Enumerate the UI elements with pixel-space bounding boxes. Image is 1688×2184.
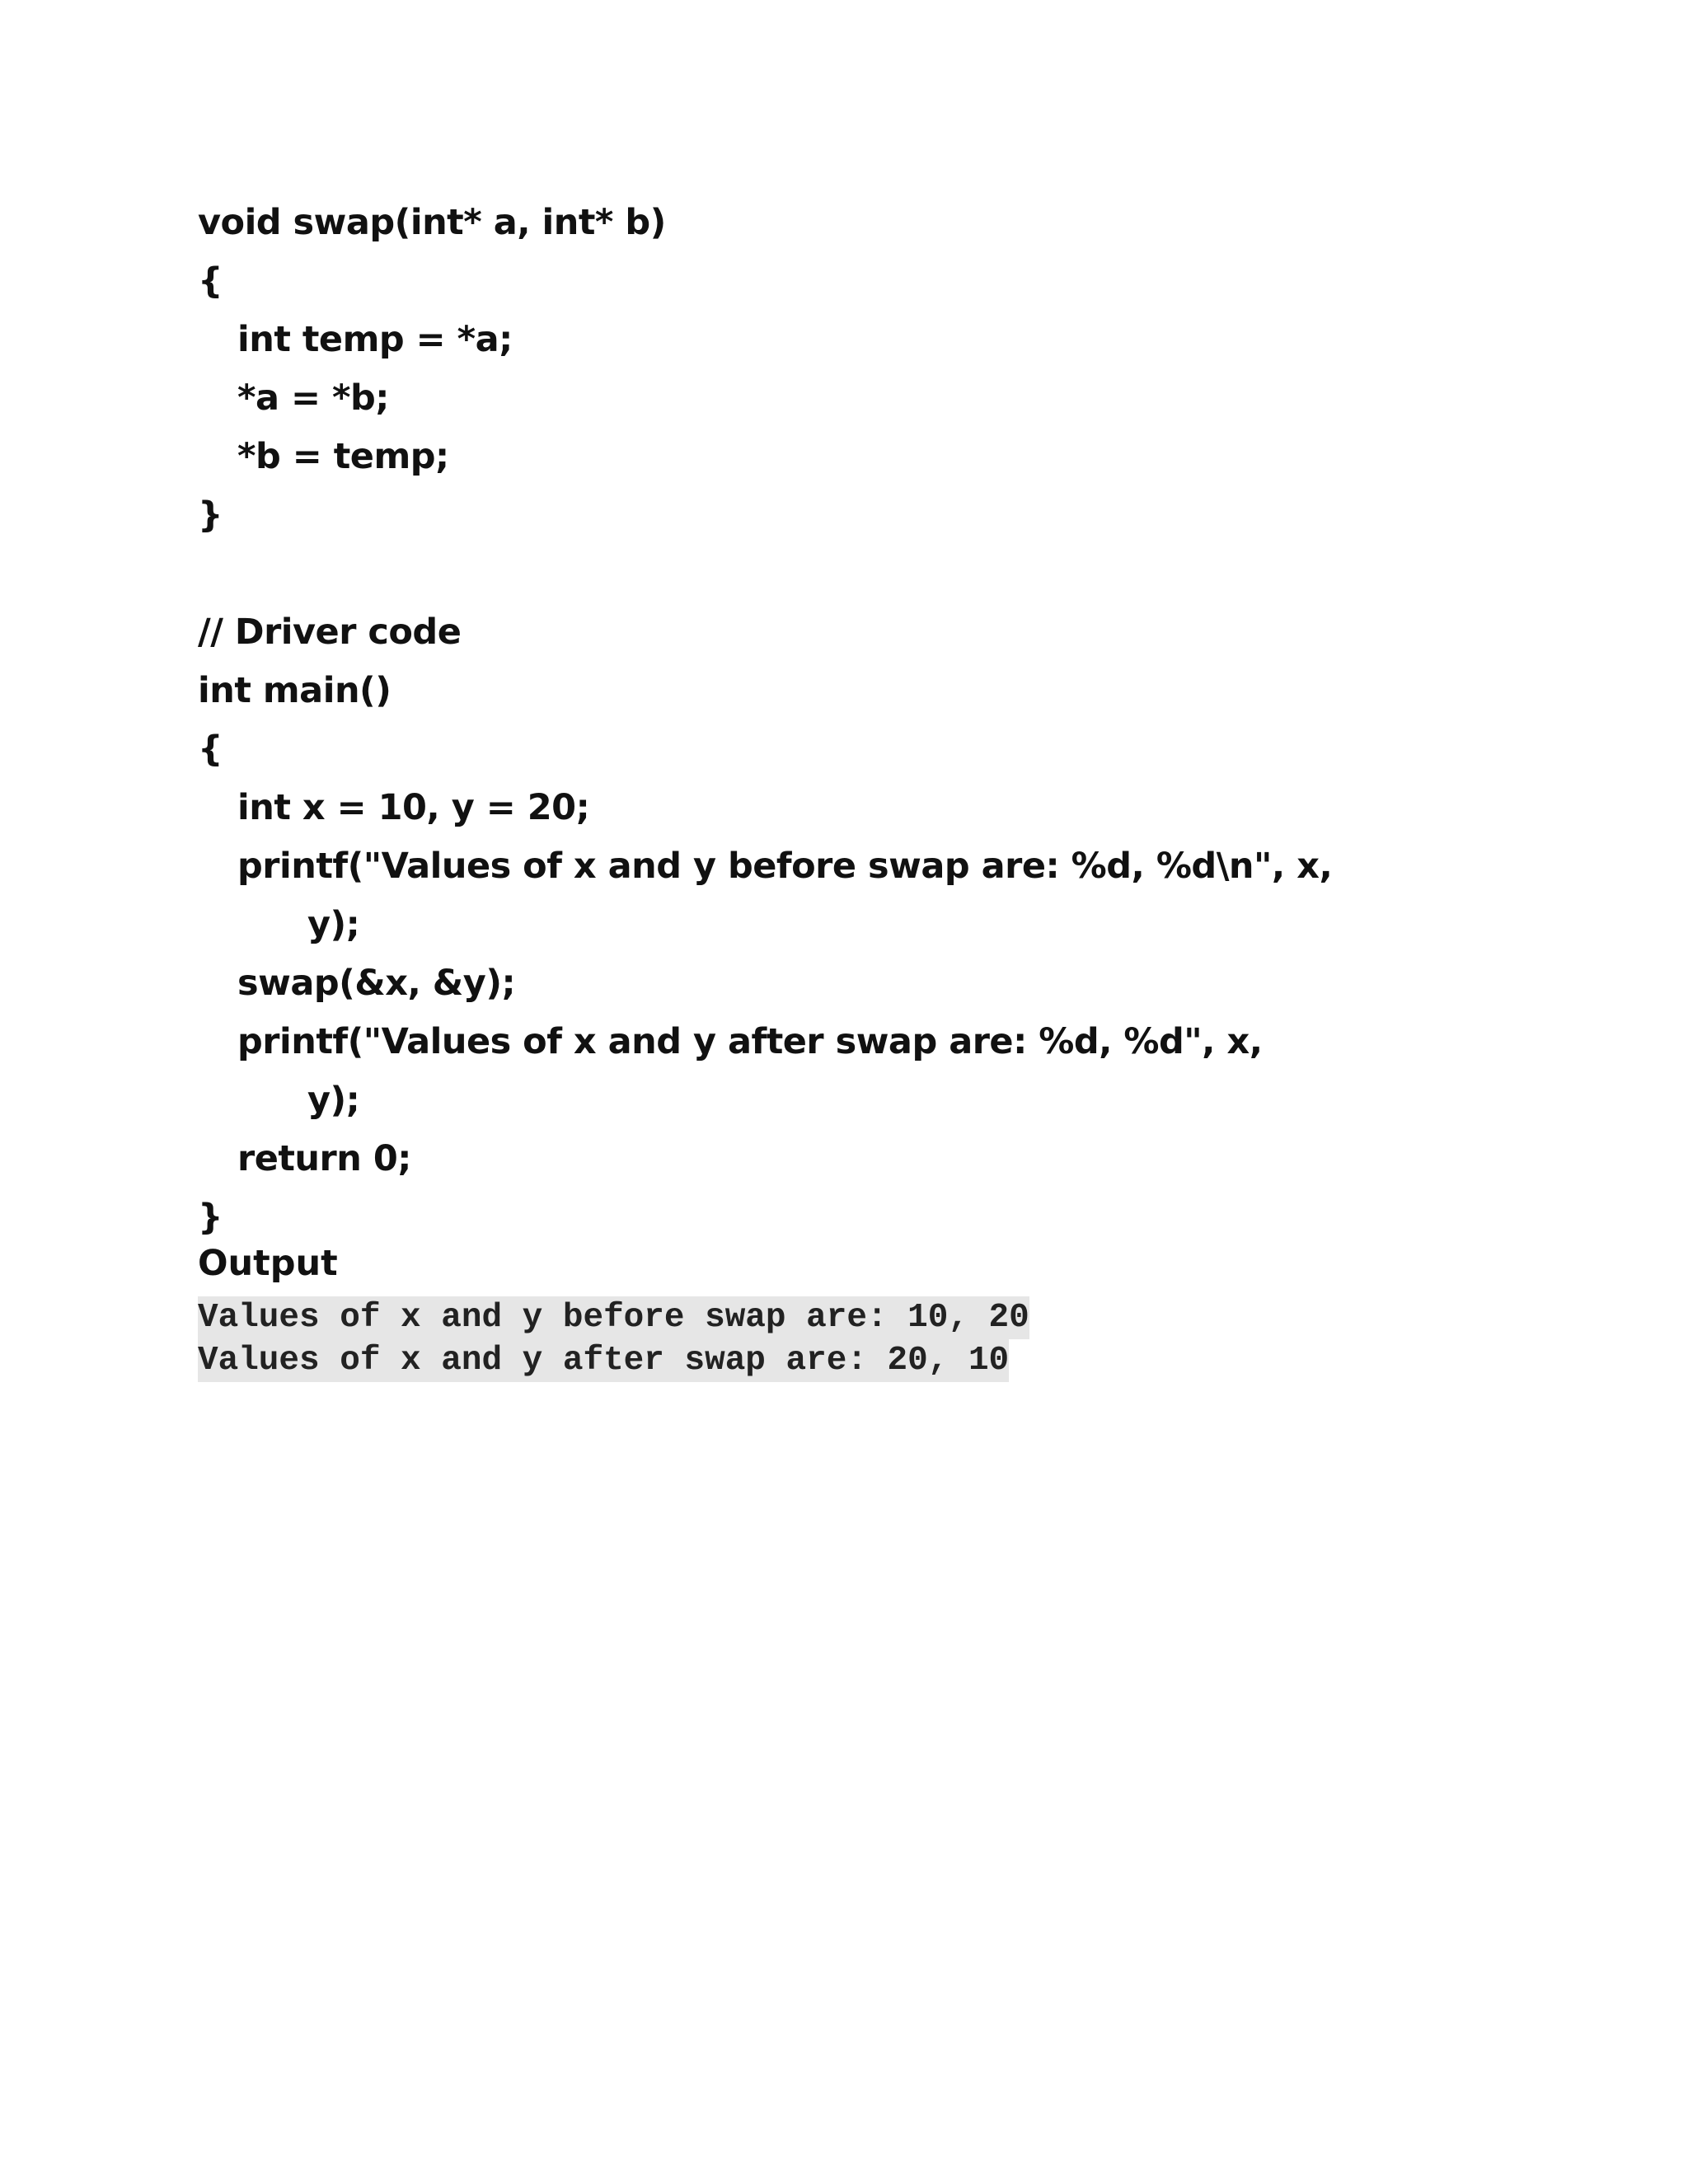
code-line: }	[198, 494, 223, 536]
code-line: *b = temp;	[237, 436, 449, 477]
code-line: return 0;	[237, 1138, 411, 1179]
code-line: printf("Values of x and y before swap are: %d, %d\n", x,	[237, 846, 1333, 887]
code-line: }	[198, 1197, 223, 1238]
code-line-continuation: y);	[307, 1080, 360, 1121]
code-listing	[198, 198, 1517, 1251]
code-line: {	[198, 729, 223, 770]
code-line: int temp = *a;	[237, 319, 513, 360]
code-line: void swap(int* a, int* b)	[198, 202, 666, 243]
code-line-continuation: y);	[307, 904, 360, 945]
output-console	[198, 1296, 1029, 1382]
blank-line	[198, 549, 1517, 607]
code-line: {	[198, 260, 223, 302]
output-line: Values of x and y before swap are: 10, 20	[198, 1296, 1029, 1339]
output-heading: Output	[198, 1243, 338, 1284]
code-comment: // Driver code	[198, 612, 462, 653]
code-line: *a = *b;	[237, 377, 389, 419]
code-line: swap(&x, &y);	[237, 963, 516, 1004]
output-line: Values of x and y after swap are: 20, 10	[198, 1339, 1009, 1382]
code-line: int main()	[198, 670, 392, 711]
code-line: int x = 10, y = 20;	[237, 787, 590, 828]
code-line: printf("Values of x and y after swap are: %d, %d", x,	[237, 1021, 1263, 1062]
